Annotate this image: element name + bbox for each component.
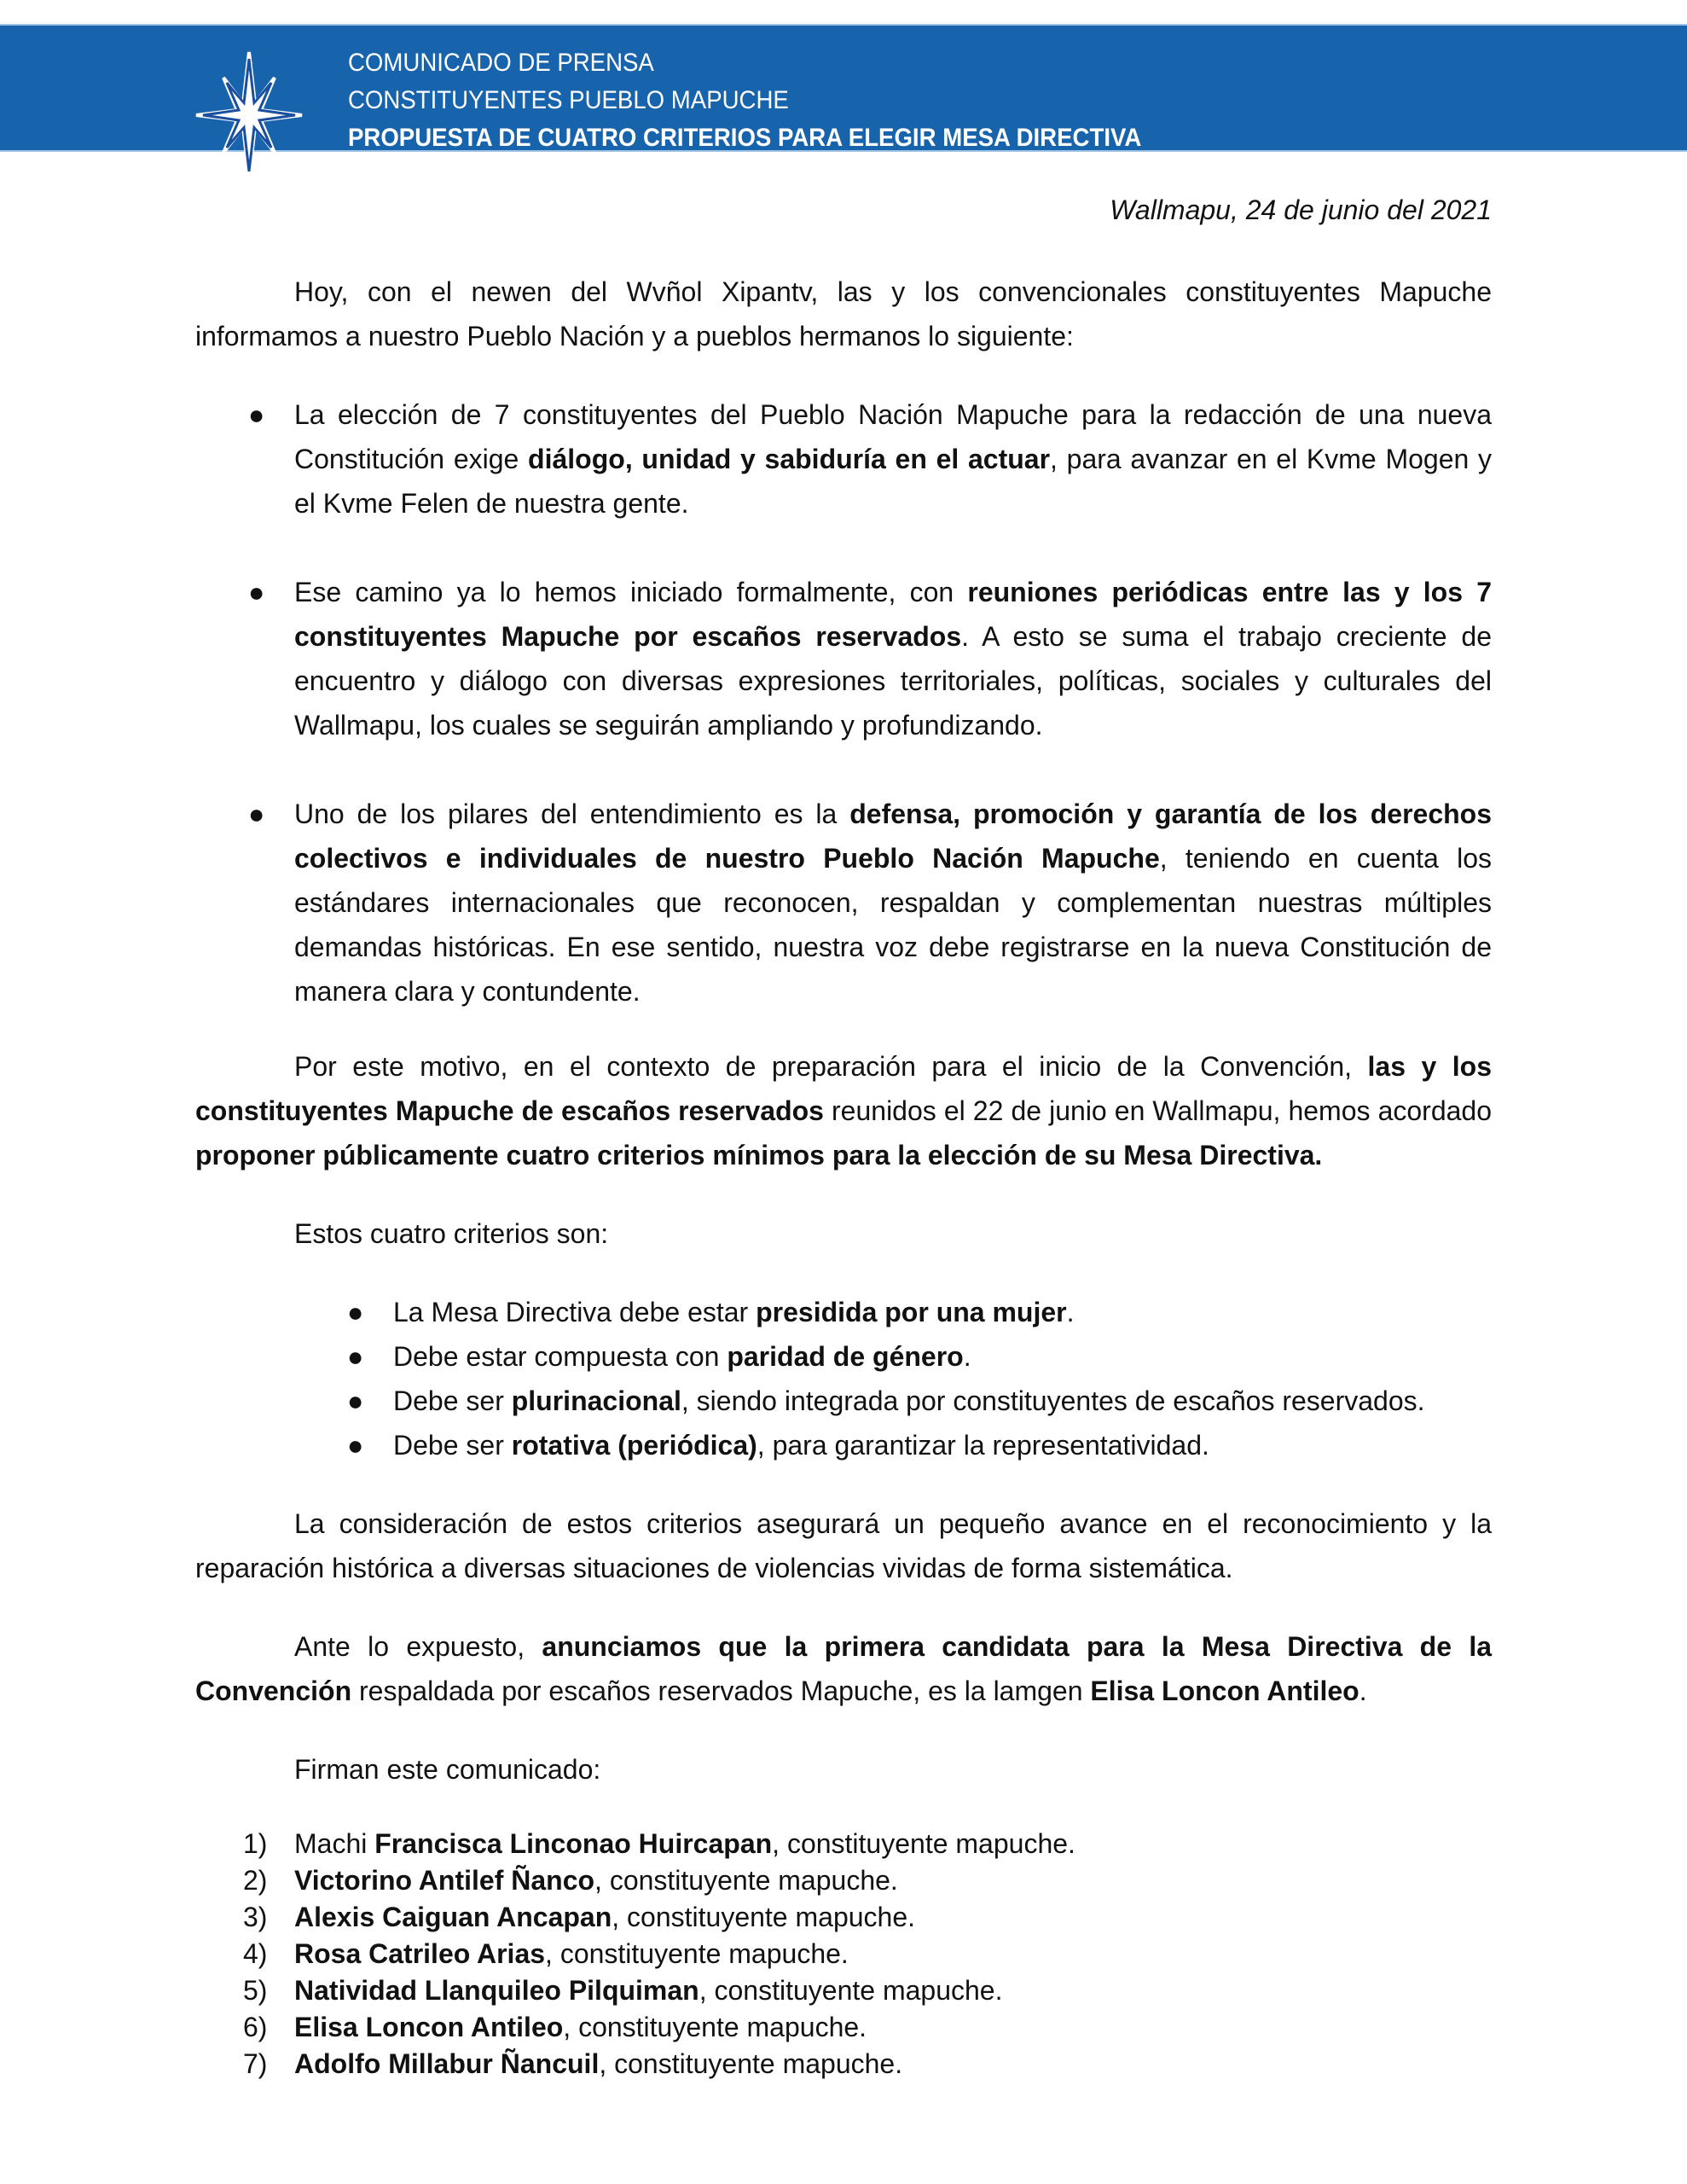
bullet-text: , teniendo en cuenta los estándares internacionales que reconocen, respaldan y complementan nuestras múltiples demandas históricas. En ese sentido, nuestra voz debe registrarse en la nueva Constitución de manera clara y contundente. [294,843,1493,1007]
signer-item [195,1862,1492,1899]
motive-bold-text: proponer públicamente cuatro criterios mínimos para la elección de su Mesa Directiva. [195,1140,1323,1170]
bullet-item [195,792,1492,1014]
motive-paragraph [195,1044,1492,1177]
signer-title: Machi [294,1828,375,1859]
signer-name: Victorino Antilef Ñanco [294,1865,595,1896]
signer-number: 7) [243,2048,268,2079]
signer-role: , constituyente mapuche. [612,1902,916,1932]
announcement-text: . [1359,1676,1367,1706]
signer-name: Francisca Linconao Huircapan [374,1828,773,1859]
signer-role: , constituyente mapuche. [594,1865,898,1896]
bullet-icon: ● [347,1341,364,1372]
signer-name: Natividad Llanquileo Pilquiman [294,1975,699,2006]
banner-text [348,44,1210,157]
criteria-text: Debe estar compuesta con [393,1341,728,1372]
bullet-bold-text: defensa, promoción y garantía de los derechos colectivos e individuales de nuestro Pueblo Nación Mapuche [294,799,1492,874]
criteria-text: La Mesa Directiva debe estar [393,1297,757,1327]
bullet-list [195,392,1492,1014]
document-body [195,188,1492,2082]
criteria-text: , siendo integrada por constituyentes de escaños reservados. [681,1385,1425,1416]
banner-headline: PROPUESTA DE CUATRO CRITERIOS PARA ELEGIR MESA DIRECTIVA [348,124,1142,152]
bullet-icon: ● [347,1385,364,1416]
signer-role: , constituyente mapuche. [563,2012,867,2042]
criteria-item [195,1379,1492,1423]
bullet-item [195,570,1492,747]
criteria-intro: Estos cuatro criterios son: [294,1218,609,1249]
date-line: Wallmapu, 24 de junio del 2021 [1110,195,1492,225]
motive-bold-text: las y los constituyentes Mapuche de escaños reservados [195,1051,1493,1126]
announcement-text: Ante lo expuesto, [294,1631,542,1662]
signer-role: , constituyente mapuche. [545,1938,849,1969]
signer-name: Adolfo Millabur Ñancuil [294,2048,600,2079]
criteria-text: , para garantizar la representatividad. [757,1430,1209,1461]
bullet-item [195,392,1492,526]
criteria-text: Debe ser [393,1430,512,1461]
signer-number: 3) [243,1902,268,1932]
signer-role: , constituyente mapuche. [772,1828,1075,1859]
signer-item [195,1972,1492,2009]
signer-role: , constituyente mapuche. [599,2048,903,2079]
criteria-item [195,1334,1492,1379]
bullet-text: . A esto se suma el trabajo creciente de encuentro y diálogo con diversas expresiones territoriales, políticas, sociales y culturales del Wallmapu, los cuales se seguirán ampliando y profundizando. [294,621,1492,741]
criteria-item [195,1423,1492,1467]
bullet-text: Ese camino ya lo hemos iniciado formalmente, con [294,577,968,607]
announcement-bold-text: anunciamos que la primera candidata para la Mesa Directiva de la Convención [195,1631,1493,1706]
signer-number: 1) [243,1828,268,1859]
signer-name: Alexis Caiguan Ancapan [294,1902,612,1932]
criteria-item [195,1290,1492,1334]
banner-title: COMUNICADO DE PRENSA [348,49,654,77]
criteria-list [195,1290,1492,1467]
bullet-text: , para avanzar en el Kvme Mogen y el Kvme Felen de nuestra gente. [294,444,1493,519]
signers-list [195,1826,1492,2082]
criteria-bold-text: paridad de género [727,1341,964,1372]
announcement-text: respaldada por escaños reservados Mapuche, es la lamgen [351,1676,1091,1706]
criteria-text: . [1066,1297,1075,1327]
signer-name: Rosa Catrileo Arias [294,1938,546,1969]
announcement-paragraph [195,1624,1492,1713]
signer-name: Elisa Loncon Antileo [294,2012,564,2042]
bullet-text: La elección de 7 constituyentes del Pueblo Nación Mapuche para la redacción de una nueva Constitución exige [294,399,1492,474]
criteria-bold-text: presidida por una mujer [756,1297,1067,1327]
signer-item [195,1899,1492,1936]
criteria-text: . [963,1341,971,1372]
signer-number: 2) [243,1865,268,1896]
signer-number: 4) [243,1938,268,1969]
mapuche-star-icon [194,51,304,179]
signer-item [195,1826,1492,1862]
bullet-icon: ● [248,799,265,829]
signer-number: 5) [243,1975,268,2006]
motive-text: Por este motivo, en el contexto de preparación para el inicio de la Convención, [294,1051,1368,1082]
banner-subtitle: CONSTITUYENTES PUEBLO MAPUCHE [348,86,789,114]
bullet-bold-text: diálogo, unidad y sabiduría en el actuar [528,444,1051,474]
bullet-icon: ● [347,1430,364,1461]
signer-item [195,2009,1492,2046]
bullet-icon: ● [248,399,265,430]
intro-paragraph: Hoy, con el newen del Wvñol Xipantv, las y los convencionales constituyentes Mapuche informamos a nuestro Pueblo Nación y a pueblos hermanos lo siguiente: [195,276,1492,351]
bullet-icon: ● [248,577,265,607]
signer-item [195,2046,1492,2082]
consideration-paragraph: La consideración de estos criterios asegurará un pequeño avance en el reconocimiento y la reparación histórica a diversas situaciones de violencias vividas de forma sistemática. [195,1508,1492,1583]
signers-intro: Firman este comunicado: [294,1754,601,1785]
bullet-icon: ● [347,1297,364,1327]
signer-item [195,1936,1492,1972]
criteria-text: Debe ser [393,1385,512,1416]
header-banner [0,24,1687,152]
candidate-name: Elisa Loncon Antileo [1090,1676,1359,1706]
signer-number: 6) [243,2012,268,2042]
bullet-bold-text: reuniones periódicas entre las y los 7 constituyentes Mapuche por escaños reservados [294,577,1493,652]
bullet-text: Uno de los pilares del entendimiento es la [294,799,850,829]
signer-role: , constituyente mapuche. [699,1975,1003,2006]
motive-text: reunidos el 22 de junio en Wallmapu, hemos acordado [823,1095,1493,1126]
criteria-bold-text: rotativa (periódica) [511,1430,757,1461]
criteria-bold-text: plurinacional [511,1385,681,1416]
